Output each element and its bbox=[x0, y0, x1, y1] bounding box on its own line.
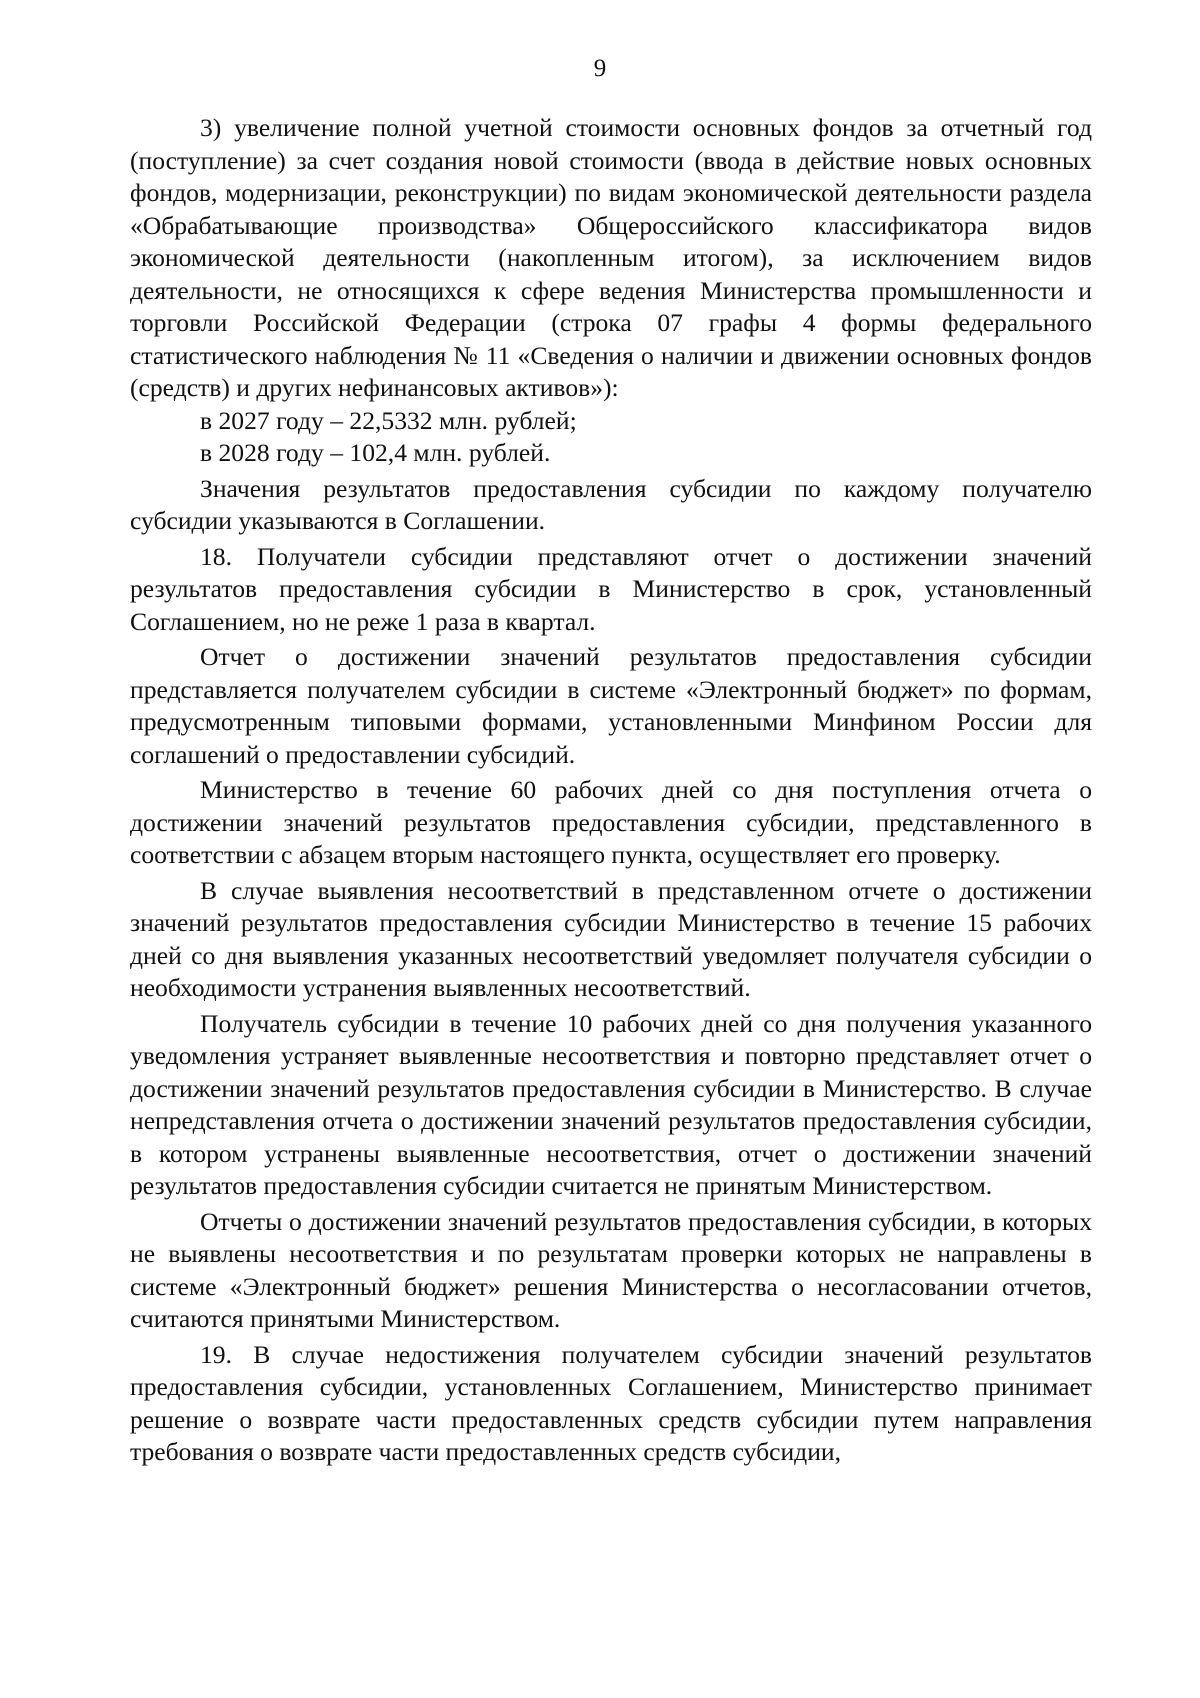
paragraph-reports-accepted: Отчеты о достижении значений результатов предоставления субсидии, в которых не выявлены несоответствия и по результатам проверки которых не направлены в системе «Электронный бюджет» решения Министерства о несогласовании отчетов, считаются принятыми Министерством. bbox=[130, 1206, 1092, 1333]
paragraph-value-2028: в 2028 году – 102,4 млн. рублей. bbox=[200, 438, 551, 467]
paragraph-clause-18: 18. Получатели субсидии представляют отчет о достижении значений результатов предоставления субсидии в Министерство в срок, установленный Соглашением, но не реже 1 раза в квартал. bbox=[130, 541, 1092, 636]
paragraph-value-2027: в 2027 году – 22,5332 млн. рублей; bbox=[200, 405, 577, 435]
document-body bbox=[130, 112, 1092, 1469]
paragraph-fixed-assets-indicator: 3) увеличение полной учетной стоимости основных фондов за отчетный год (поступление) за счет создания новой стоимости (ввода в действие новых основных фондов, модернизации, реконструкции) по видам экономической деятельности раздела «Обрабатывающие производства» Общероссийского классификатора видов экономической деятельности (накопленным итогом), за исключением видов деятельности, не относящихся к сфере ведения Министерства промышленности и торговли Российской Федерации (строка 07 графы 4 формы федерального статистического наблюдения № 11 «Сведения о наличии и движении основных фондов (средств) и других нефинансовых активов»): bbox=[130, 113, 1092, 402]
page-number: 9 bbox=[593, 55, 607, 82]
paragraph-discrepancies: В случае выявления несоответствий в представленном отчете о достижении значений результатов предоставления субсидии Министерство в течение 15 рабочих дней со дня выявления указанных несоответствий уведомляет получателя субсидии о необходимости устранения выявленных несоответствий. bbox=[130, 875, 1092, 1002]
paragraph-ministry-review: Министерство в течение 60 рабочих дней со дня поступления отчета о достижении значений результатов предоставления субсидии, представленного в соответствии с абзацем вторым настоящего пункта, осуществляет его проверку. bbox=[130, 775, 1092, 869]
paragraph-clause-19: 19. В случае недостижения получателем субсидии значений результатов предоставления субсидии, установленных Соглашением, Министерство принимает решение о возврате части предоставленных средств субсидии путем направления требования о возврате части предоставленных средств субсидии, bbox=[130, 1339, 1092, 1466]
paragraph-report-electronic-budget: Отчет о достижении значений результатов предоставления субсидии представляется получателем субсидии в системе «Электронный бюджет» по формам, предусмотренным типовыми формами, установленными Минфином России для соглашений о предоставлении субсидий. bbox=[130, 642, 1092, 769]
paragraph-recipient-correction: Получатель субсидии в течение 10 рабочих дней со дня получения указанного уведомления устраняет выявленные несоответствия и повторно представляет отчет о достижении значений результатов предоставления субсидии в Министерство. В случае непредставления отчета о достижении значений результатов предоставления субсидии, в котором устранены выявленные несоответствия, отчет о достижении значений результатов предоставления субсидии считается не принятым Министерством. bbox=[130, 1008, 1092, 1200]
paragraph-result-values-agreement: Значения результатов предоставления субсидии по каждому получателю субсидии указываются в Соглашении. bbox=[130, 473, 1092, 535]
